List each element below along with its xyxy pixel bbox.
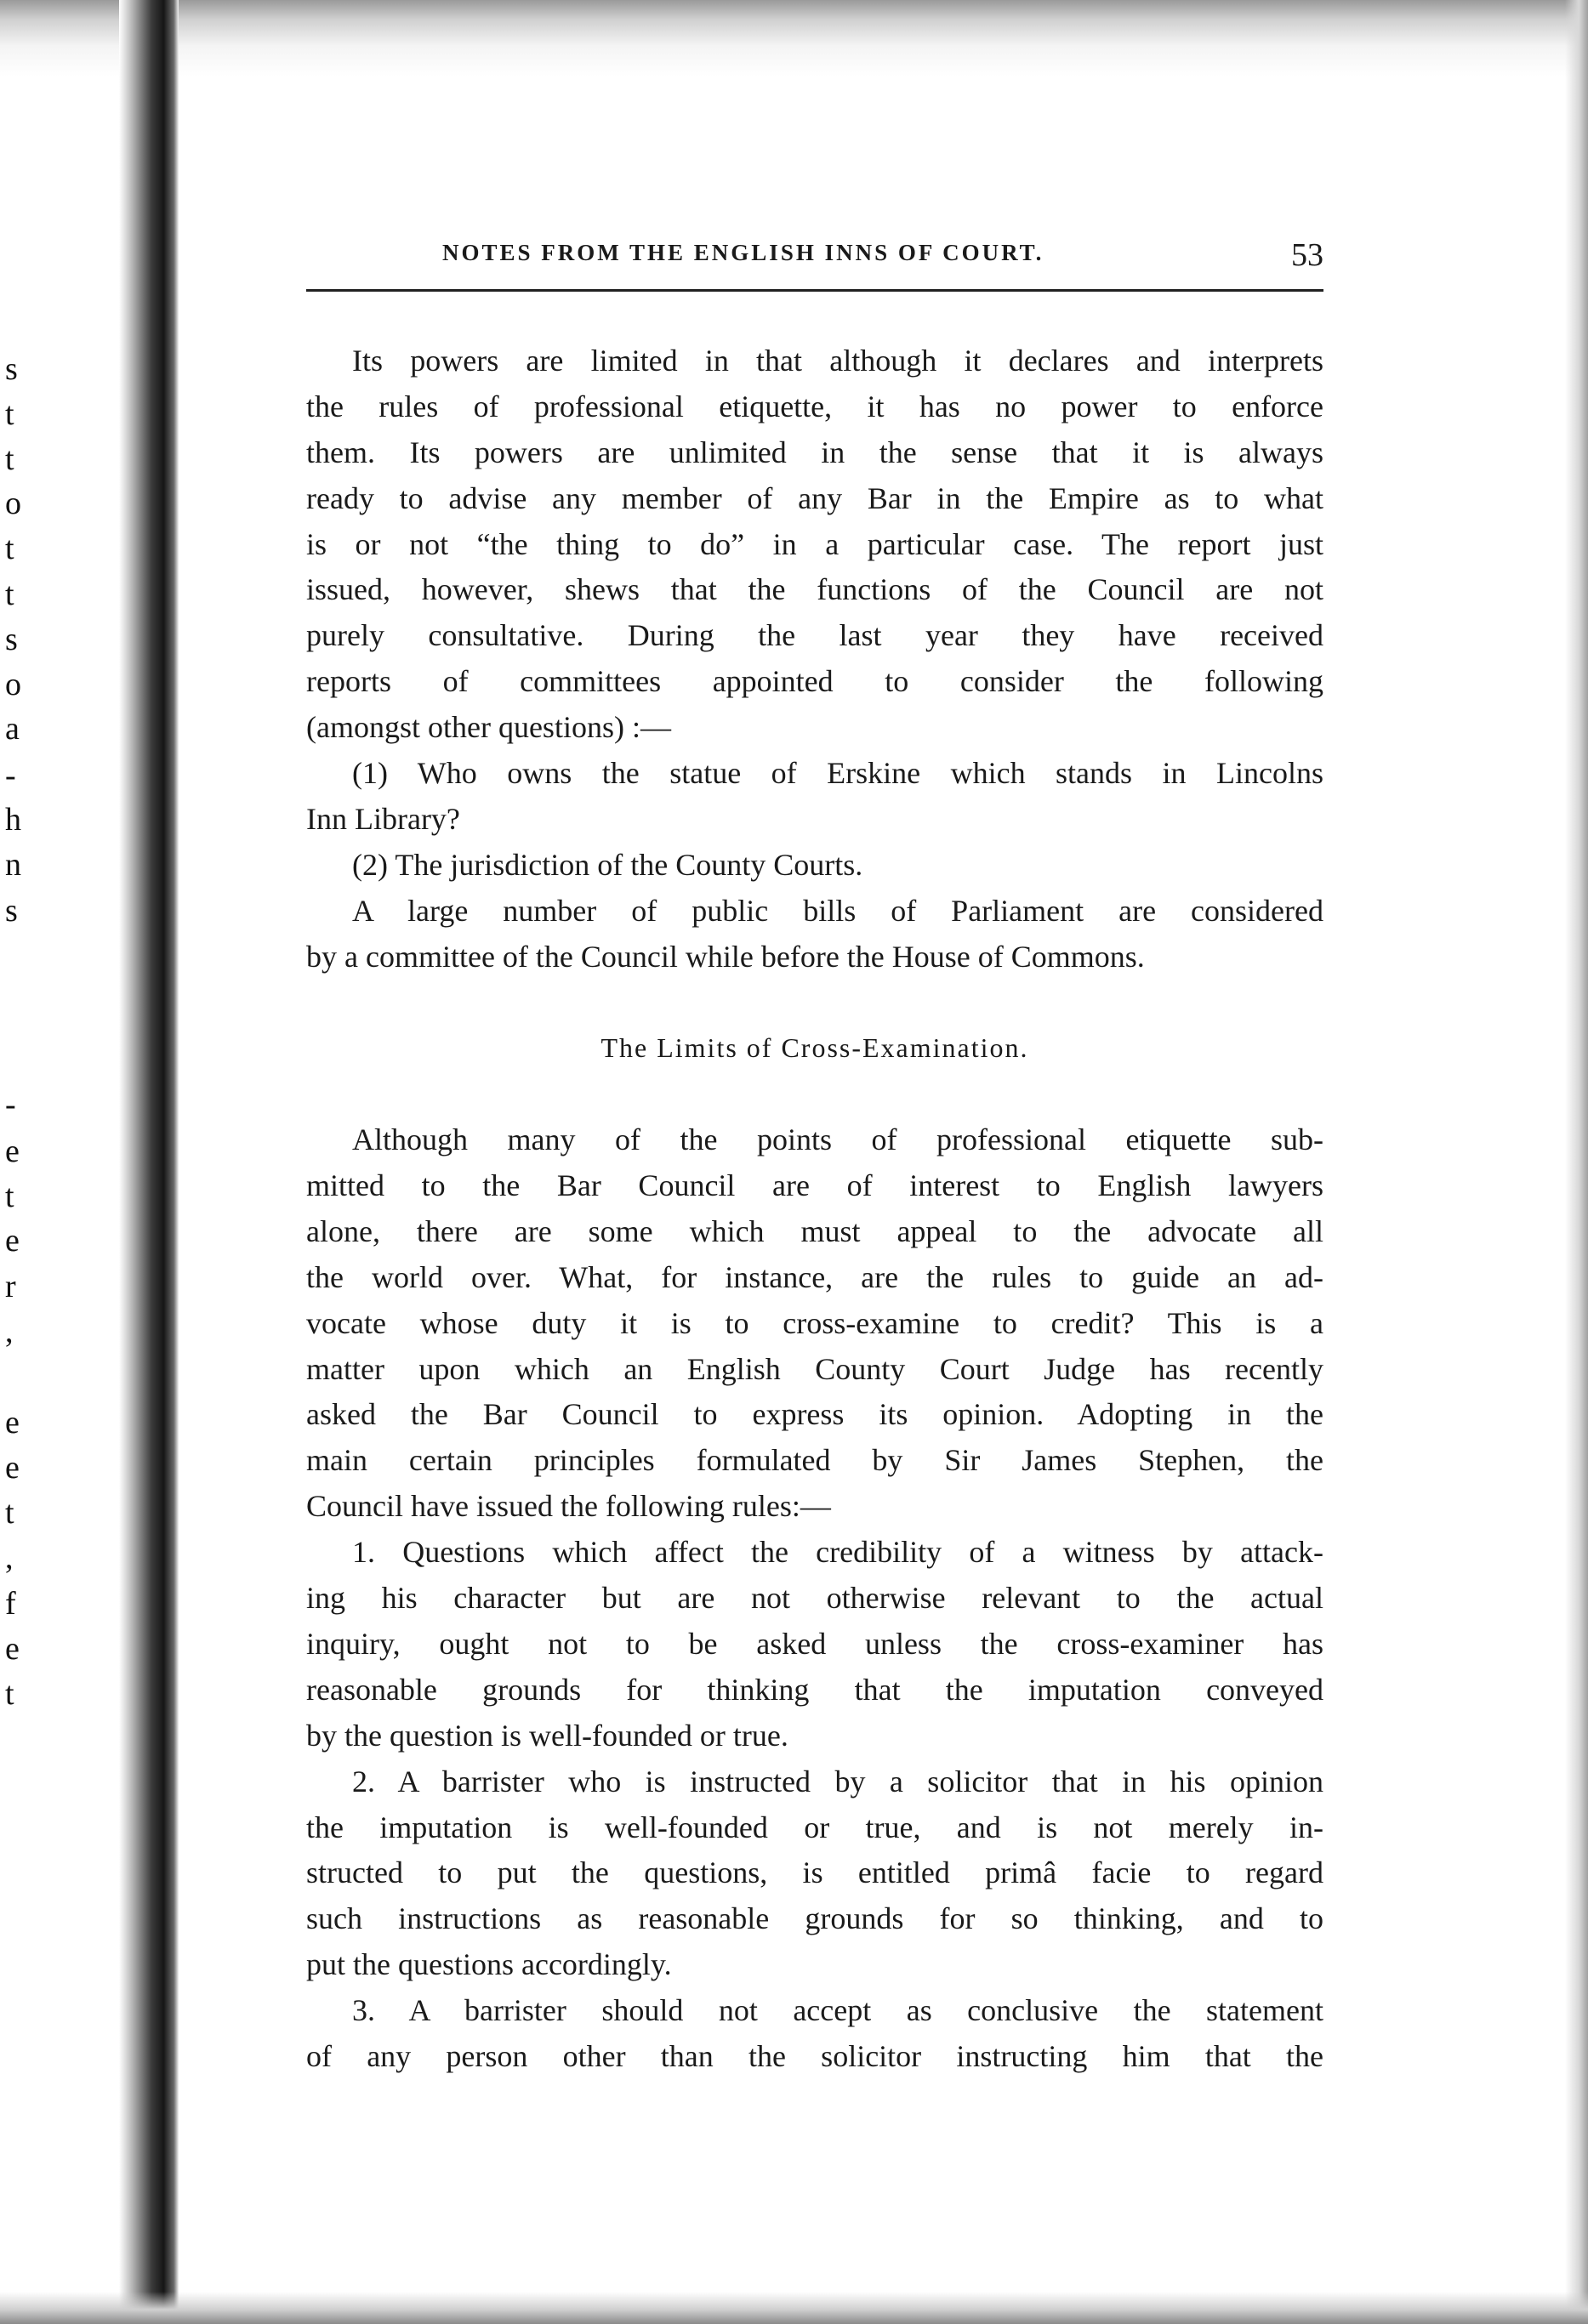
edge-character: e [5,1134,20,1169]
text-line: reasonable grounds for thinking that the imputation conveyed [306,1672,1323,1707]
edge-character: , [5,1540,14,1576]
section-heading: The Limits of Cross-Examination. [600,1032,1029,1064]
text-line: Council have issued the following rules:— [306,1489,831,1524]
edge-character: , [5,1314,14,1350]
running-head [306,236,1323,279]
adjacent-page-strip [0,0,119,2324]
edge-character: s [5,351,18,387]
text-line: (1) Who owns the statue of Erskine which stands in Lincolns [352,756,1323,791]
text-line: mitted to the Bar Council are of interest to English lawyers [306,1168,1323,1203]
blank-line [306,980,1323,1026]
edge-character: s [5,893,18,929]
page-number: 53 [1291,237,1323,273]
text-line: asked the Bar Council to express its opinion. Adopting in the [306,1397,1323,1432]
text-line: A large number of public bills of Parliament are considered [352,893,1323,928]
edge-character: e [5,1405,20,1440]
text-line: Although many of the points of professional etiquette sub- [352,1122,1323,1157]
text-line: them. Its powers are unlimited in the sense that it is always [306,435,1323,469]
text-line: of any person other than the solicitor instructing him that the [306,2038,1323,2073]
text-line: inquiry, ought not to be asked unless the cross-examiner has [306,1626,1323,1661]
text-line: main certain principles formulated by Sir James Stephen, the [306,1443,1323,1478]
text-line: (2) The jurisdiction of the County Courts. [352,847,863,882]
edge-character: t [5,1179,14,1214]
text-line: 2. A barrister who is instructed by a solicitor that in his opinion [352,1764,1323,1798]
text-line: alone, there are some which must appeal to the advocate all [306,1213,1323,1248]
text-line: vocate whose duty it is to cross-examine to credit? This is a [306,1305,1323,1340]
edge-character: e [5,1631,20,1667]
text-line: purely consultative. During the last year they have received [306,618,1323,653]
text-line: by the question is well-founded or true. [306,1718,788,1753]
edge-character: o [5,667,21,702]
text-line: the rules of professional etiquette, it has no power to enforce [306,389,1323,423]
text-line: ready to advise any member of any Bar in the Empire as to what [306,480,1323,515]
text-line: issued, however, shews that the functions of the Council are not [306,572,1323,607]
text-line: structed to put the questions, is entitled primâ facie to regard [306,1855,1323,1890]
edge-character: t [5,441,14,477]
edge-character: a [5,711,20,747]
edge-character: t [5,396,14,432]
edge-character: - [5,758,16,793]
text-line: 1. Questions which affect the credibility of a witness by attack- [352,1535,1323,1570]
text-line: such instructions as reasonable grounds for so thinking, and to [306,1901,1323,1936]
binding-gutter [119,0,179,2324]
body-text [306,338,1323,2080]
text-line: by a committee of the Council while before the House of Commons. [306,939,1145,974]
edge-character: t [5,531,14,566]
text-line: the imputation is well-founded or true, and is not merely in- [306,1810,1323,1844]
edge-character: o [5,486,21,521]
edge-character: - [5,1087,16,1122]
text-line: put the questions accordingly. [306,1947,672,1982]
scan-right-edge [1565,0,1588,2324]
blank-line [306,1071,1323,1117]
text-line: is or not “the thing to do” in a particular case. The report just [306,526,1323,561]
header-rule [306,289,1323,292]
text-line: (amongst other questions) :— [306,710,671,745]
text-line: reports of committees appointed to consider the following [306,664,1323,699]
scan-top-edge [0,0,1588,77]
edge-character: e [5,1450,20,1486]
edge-character: t [5,1676,14,1712]
edge-character: n [5,847,21,883]
text-line: Inn Library? [306,801,460,836]
text-line: ing his character but are not otherwise relevant to the actual [306,1581,1323,1616]
edge-character: r [5,1269,16,1304]
running-head-title: NOTES FROM THE ENGLISH INNS OF COURT. [442,240,1044,265]
edge-character: h [5,802,21,838]
edge-character: e [5,1223,20,1259]
edge-character: t [5,1495,14,1531]
edge-character: s [5,622,18,657]
edge-character: t [5,577,14,612]
text-line: 3. A barrister should not accept as conclusive the statement [352,1993,1323,2028]
text-line: matter upon which an English County Court Judge has recently [306,1351,1323,1386]
scan-bottom-edge [0,2292,1588,2324]
text-line: the world over. What, for instance, are the rules to guide an ad- [306,1259,1323,1294]
edge-character: f [5,1586,16,1622]
text-line: Its powers are limited in that although it declares and interprets [352,344,1323,378]
